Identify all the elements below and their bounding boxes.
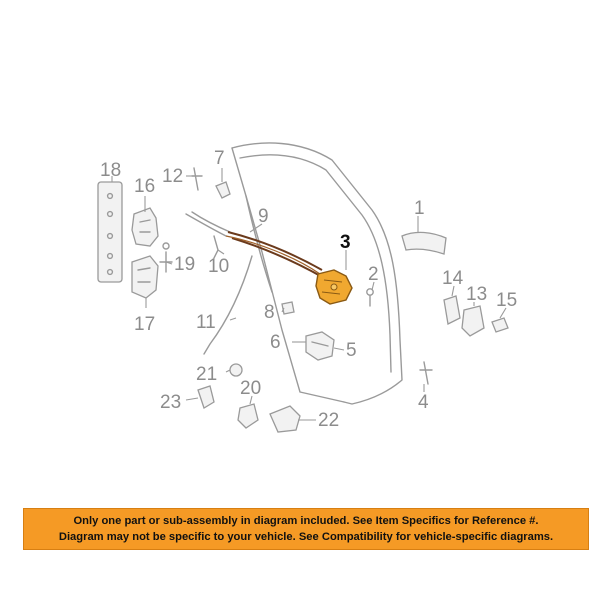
callout-11: 11 bbox=[196, 312, 216, 333]
part-7-striker bbox=[216, 182, 230, 198]
part-15-clip bbox=[492, 318, 508, 332]
callout-23: 23 bbox=[160, 392, 182, 413]
callout-20: 20 bbox=[240, 378, 262, 399]
part-5-handle-bracket bbox=[306, 332, 334, 360]
leader-lines bbox=[112, 168, 506, 420]
part-16-bracket bbox=[132, 208, 158, 246]
callout-19: 19 bbox=[174, 254, 196, 275]
callout-9: 9 bbox=[258, 206, 269, 227]
callout-15: 15 bbox=[496, 290, 518, 311]
notice-line-1: Only one part or sub-assembly in diagram included. See Item Specifics for Reference #. bbox=[73, 515, 539, 527]
callout-7: 7 bbox=[214, 148, 225, 169]
part-13-base bbox=[462, 306, 484, 336]
part-23-clip bbox=[198, 386, 214, 408]
callout-5: 5 bbox=[346, 340, 357, 361]
callout-12: 12 bbox=[162, 166, 184, 187]
callout-18: 18 bbox=[100, 160, 122, 181]
callout-16: 16 bbox=[134, 176, 156, 197]
callout-14: 14 bbox=[442, 268, 464, 289]
part-21-cap bbox=[230, 364, 242, 376]
callout-6: 6 bbox=[270, 332, 281, 353]
callout-1: 1 bbox=[414, 198, 425, 219]
part-10-rods bbox=[186, 212, 230, 258]
notice-banner bbox=[23, 508, 589, 550]
callout-17: 17 bbox=[134, 314, 156, 335]
callout-3: 3 bbox=[340, 232, 351, 253]
callout-21: 21 bbox=[196, 364, 218, 385]
part-17-bracket bbox=[132, 256, 158, 298]
callout-4: 4 bbox=[418, 392, 429, 413]
callout-2: 2 bbox=[368, 264, 379, 285]
part-20-bracket bbox=[238, 404, 258, 428]
part-18-plate bbox=[98, 182, 122, 282]
part-2-bolt bbox=[367, 289, 373, 306]
callout-10: 10 bbox=[208, 256, 230, 277]
notice-line-2: Diagram may not be specific to your vehicle. See Compatibility for vehicle-specific diagrams. bbox=[58, 531, 554, 543]
callout-8: 8 bbox=[264, 302, 275, 323]
callout-13: 13 bbox=[466, 284, 488, 305]
part-1-outside-handle bbox=[402, 232, 446, 254]
part-4-screw bbox=[420, 362, 432, 384]
part-12-pin bbox=[192, 168, 202, 190]
part-19-clip bbox=[160, 243, 172, 272]
part-14-cover bbox=[444, 296, 460, 324]
part-3-cables bbox=[226, 232, 324, 278]
part-3-door-lock-actuator bbox=[316, 270, 352, 304]
part-22-cylinder bbox=[270, 406, 300, 432]
callout-22: 22 bbox=[318, 410, 340, 431]
